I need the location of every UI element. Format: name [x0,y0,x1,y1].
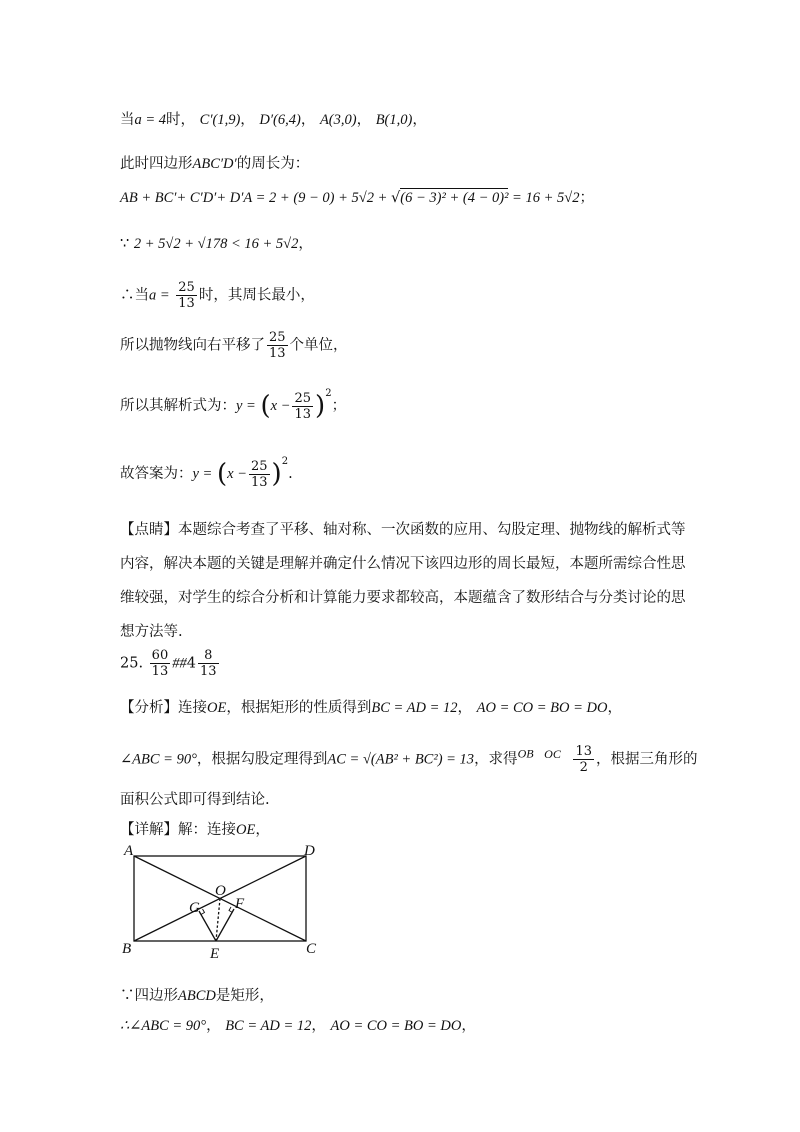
label-c: C [306,941,317,957]
math: AC = √(AB² + BC²) = 13 [327,751,475,768]
paren: ) [315,391,326,421]
denominator: 13 [250,474,268,490]
text: 连接 [178,700,207,716]
math: 2 + 5√2 + √178 < 16 + 5√2 [133,236,299,252]
text: ， [240,112,255,128]
math: = 16 + 5√2 [508,190,580,206]
dianjing-line-2: 内容，解决本题的关键是理解并确定什么情况下该四边形的周长最短，本题所需综合性思 [120,556,686,572]
exponent: 2 [281,456,289,467]
question-number: 25. [120,655,144,672]
label-a: A [124,843,134,859]
text: 解：连接 [178,822,236,838]
text: ； [579,190,594,206]
paren: ) [271,459,282,489]
fraction [249,459,270,490]
text: ，根据矩形的性质得到 [226,700,372,716]
text: ， [356,112,372,128]
line-expression [120,388,346,422]
fraction [176,280,197,311]
numerator: 8 [198,648,219,664]
point-c-prime: C′(1,9) [199,112,241,128]
point-a: A(3,0) [319,112,357,128]
fraction [573,744,594,775]
because-symbol: ∵ [120,236,130,252]
line-min-perimeter [120,280,315,311]
line-answer [120,456,293,490]
text: 是矩形， [215,988,274,1004]
math-radicand: (6 − 3)² + (4 − 0)² [400,190,509,206]
right-angle-g [201,909,205,915]
numerator: 25 [250,458,268,474]
text: ， [607,700,622,716]
text: ， [311,1018,326,1034]
text: . [288,466,293,482]
text: 所以抛物线向右平移了 [120,337,265,354]
question-25 [120,648,221,679]
segment-eg [199,911,216,941]
text: 故答案为： [120,466,193,482]
dianjing-line-1 [120,518,686,539]
text: ； [331,398,347,414]
line-perimeter-expr: AB + BC′+ C′D′+ D′A = 2 + (9 − 0) + 5√2 + √(6 − 3)² + (4 − 0)² = 16 + 5√2； [120,190,594,206]
label-e: E [210,946,220,962]
text: ， [298,236,313,252]
final-line-1 [120,984,274,1005]
text: ，根据勾股定理得到 [196,751,328,768]
fenxi-line-2 [120,744,698,775]
text: 个单位， [289,337,348,354]
text: ， [457,700,473,716]
math: AB + BC′+ C′D′+ D′A = 2 + (9 − 0) + 5√2 + [120,190,392,206]
exponent: 2 [325,388,332,399]
dianjing-label: 【点睛】 [120,522,178,538]
text: ， [255,822,270,838]
math: y = [192,466,213,482]
xiangjie-line [120,818,270,839]
denominator: 13 [294,406,312,422]
text: 时，其周长最小， [198,287,315,304]
math: ∠ABC = 90° [120,751,197,768]
separator: ## [172,655,187,672]
math: x − [270,398,291,414]
point-d-prime: D′(6,4) [259,112,301,128]
paren: ( [260,391,271,421]
text: ，求得 [474,751,518,768]
numerator: 13 [575,744,592,759]
math: a = 4 [134,112,167,128]
fraction [292,391,313,422]
label-d: D [304,843,315,859]
line-shift [120,330,348,361]
math: BC = AD = 12 [371,700,458,716]
xiangjie-label: 【详解】 [120,822,178,838]
line-comparison [120,232,313,253]
text: 时， [166,112,196,128]
math: OB [517,746,534,761]
label-o: O [215,883,226,899]
math: AO = CO = BO = DO [476,700,608,716]
line-perimeter-intro [120,152,309,173]
label-f: F [235,896,245,912]
whole-number: 4 [186,655,196,672]
numerator: 25 [269,330,286,345]
final-line-2 [120,1014,476,1035]
fraction [267,330,288,361]
denominator: 13 [151,664,169,679]
point-b: B(1,0) [375,112,413,128]
label-b: B [122,941,132,957]
numerator: 25 [294,390,312,406]
math: ∴∠ABC = 90° [120,1018,207,1034]
dianjing-line-4: 想方法等. [120,624,183,640]
text: ， [461,1018,476,1034]
math: ABCD [178,988,216,1004]
math: a = [149,287,170,304]
numerator: 25 [178,280,195,295]
dianjing-line-3: 维较强，对学生的综合分析和计算能力要求都较高，本题蕴含了数形结合与分类讨论的思 [120,590,686,606]
text: 的周长为： [236,156,310,172]
text: 当 [120,112,135,128]
text: ∵四边形 [120,988,178,1004]
math: OE [236,822,256,838]
numerator: 60 [151,648,169,663]
denominator: 13 [178,296,195,311]
fenxi-label: 【分析】 [120,700,178,716]
text: ，根据三角形的 [596,751,698,768]
fraction [198,648,219,679]
line-case-a4 [120,108,427,129]
fenxi-line-1 [120,696,622,717]
text: ， [300,112,316,128]
text: ， [206,1018,221,1034]
paren: ( [216,459,228,489]
text: ∴当 [120,287,149,304]
label-g: G [189,900,200,916]
fraction [150,648,171,679]
math: ABC′D′ [192,156,237,172]
math: BC = AD = 12 [225,1018,312,1034]
math: OC [544,746,561,761]
math: OE [207,700,227,716]
text: 此时四边形 [120,156,193,172]
denominator: 13 [269,346,286,361]
denominator: 2 [579,760,588,775]
math: y = [236,398,256,414]
text: ， [412,112,427,128]
fenxi-line-3: 面积公式即可得到结论. [120,792,270,808]
text: 所以其解析式为： [120,398,236,414]
text: 本题综合考查了平移、轴对称、一次函数的应用、勾股定理、抛物线的解析式等 [178,522,686,538]
rectangle-figure [120,840,330,965]
denominator: 13 [199,664,217,679]
math: x − [227,466,247,482]
math: AO = CO = BO = DO [330,1018,462,1034]
